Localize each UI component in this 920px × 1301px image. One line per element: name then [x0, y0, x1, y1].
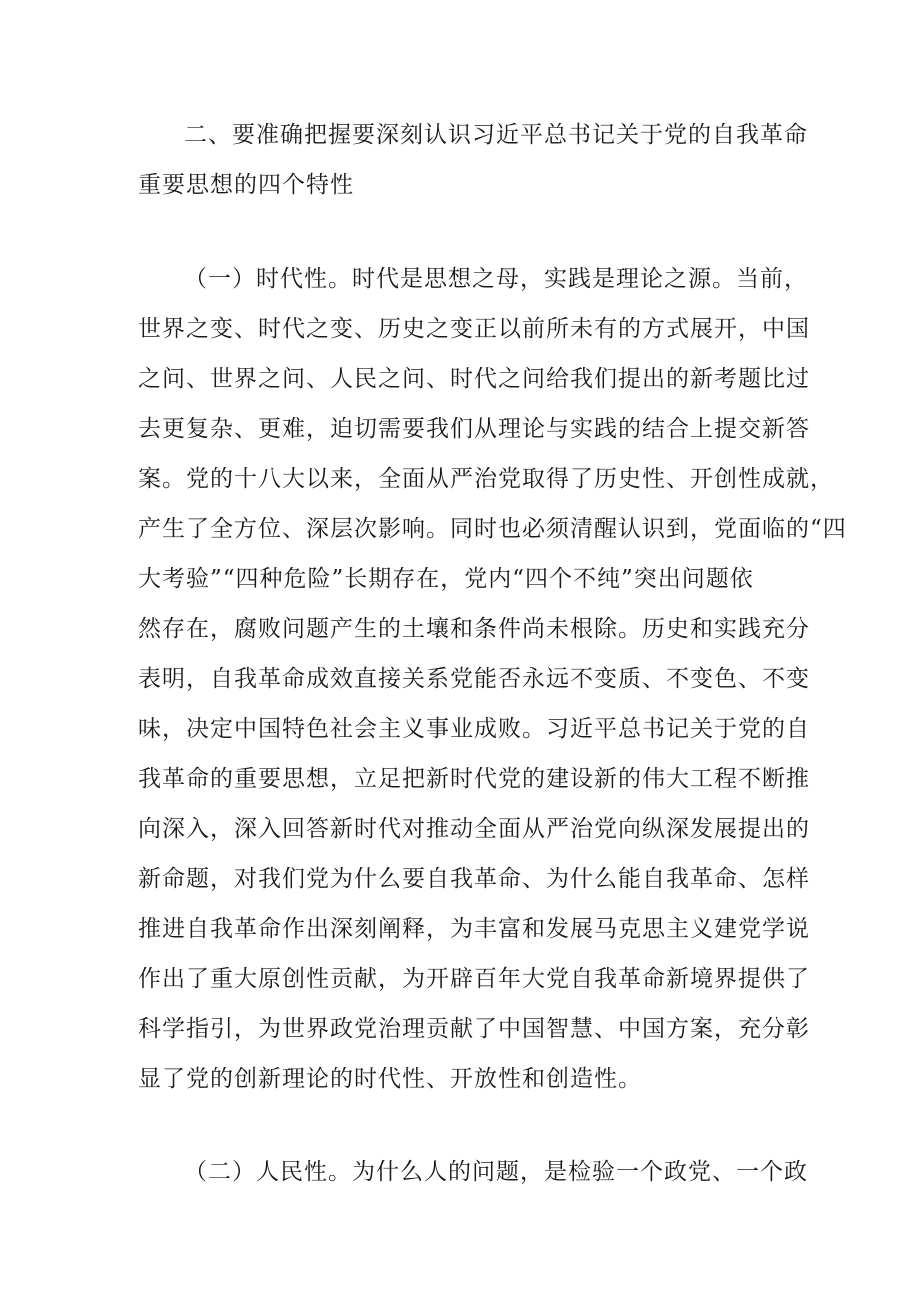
paragraph-line: （二）人民性。为什么人的问题，是检验一个政党、一个政	[184, 1159, 808, 1185]
paragraph-line: 之问、世界之问、人民之问、时代之问给我们提出的新考题比过	[138, 366, 810, 392]
paragraph-line: 新命题，对我们党为什么要自我革命、为什么能自我革命、怎样	[138, 866, 810, 892]
paragraph-line: 表明，自我革命成效直接关系党能否永远不变质、不变色、不变	[138, 666, 810, 692]
paragraph-line: 产生了全方位、深层次影响。同时也必须清醒认识到，党面临的“四	[138, 516, 847, 542]
paragraph-line: 科学指引，为世界政党治理贡献了中国智慧、中国方案，充分彰	[138, 1016, 810, 1042]
paragraph-line: 大考验”“四种危险”长期存在，党内“四个不纯”突出问题依	[138, 566, 754, 592]
paragraph-line: 推进自我革命作出深刻阐释，为丰富和发展马克思主义建党学说	[138, 916, 810, 942]
paragraph-line: 然存在，腐败问题产生的土壤和条件尚未根除。历史和实践充分	[138, 616, 810, 642]
heading-line-1: 二、要准确把握要深刻认识习近平总书记关于党的自我革命	[184, 122, 808, 148]
paragraph-line: 向深入，深入回答新时代对推动全面从严治党向纵深发展提出的	[138, 816, 810, 842]
paragraph-line: 去更复杂、更难，迫切需要我们从理论与实践的结合上提交新答	[138, 416, 810, 442]
paragraph-line: 作出了重大原创性贡献，为开辟百年大党自我革命新境界提供了	[138, 966, 810, 992]
paragraph-line: 味，决定中国特色社会主义事业成败。习近平总书记关于党的自	[138, 716, 810, 742]
paragraph-line: 我革命的重要思想，立足把新时代党的建设新的伟大工程不断推	[138, 766, 810, 792]
paragraph-line: 显了党的创新理论的时代性、开放性和创造性。	[138, 1066, 642, 1092]
paragraph-line: 世界之变、时代之变、历史之变正以前所未有的方式展开，中国	[138, 316, 810, 342]
heading-line-2: 重要思想的四个特性	[138, 172, 354, 198]
paragraph-line: 案。党的十八大以来，全面从严治党取得了历史性、开创性成就，	[138, 466, 834, 492]
paragraph-line: （一）时代性。时代是思想之母，实践是理论之源。当前，	[184, 266, 808, 292]
